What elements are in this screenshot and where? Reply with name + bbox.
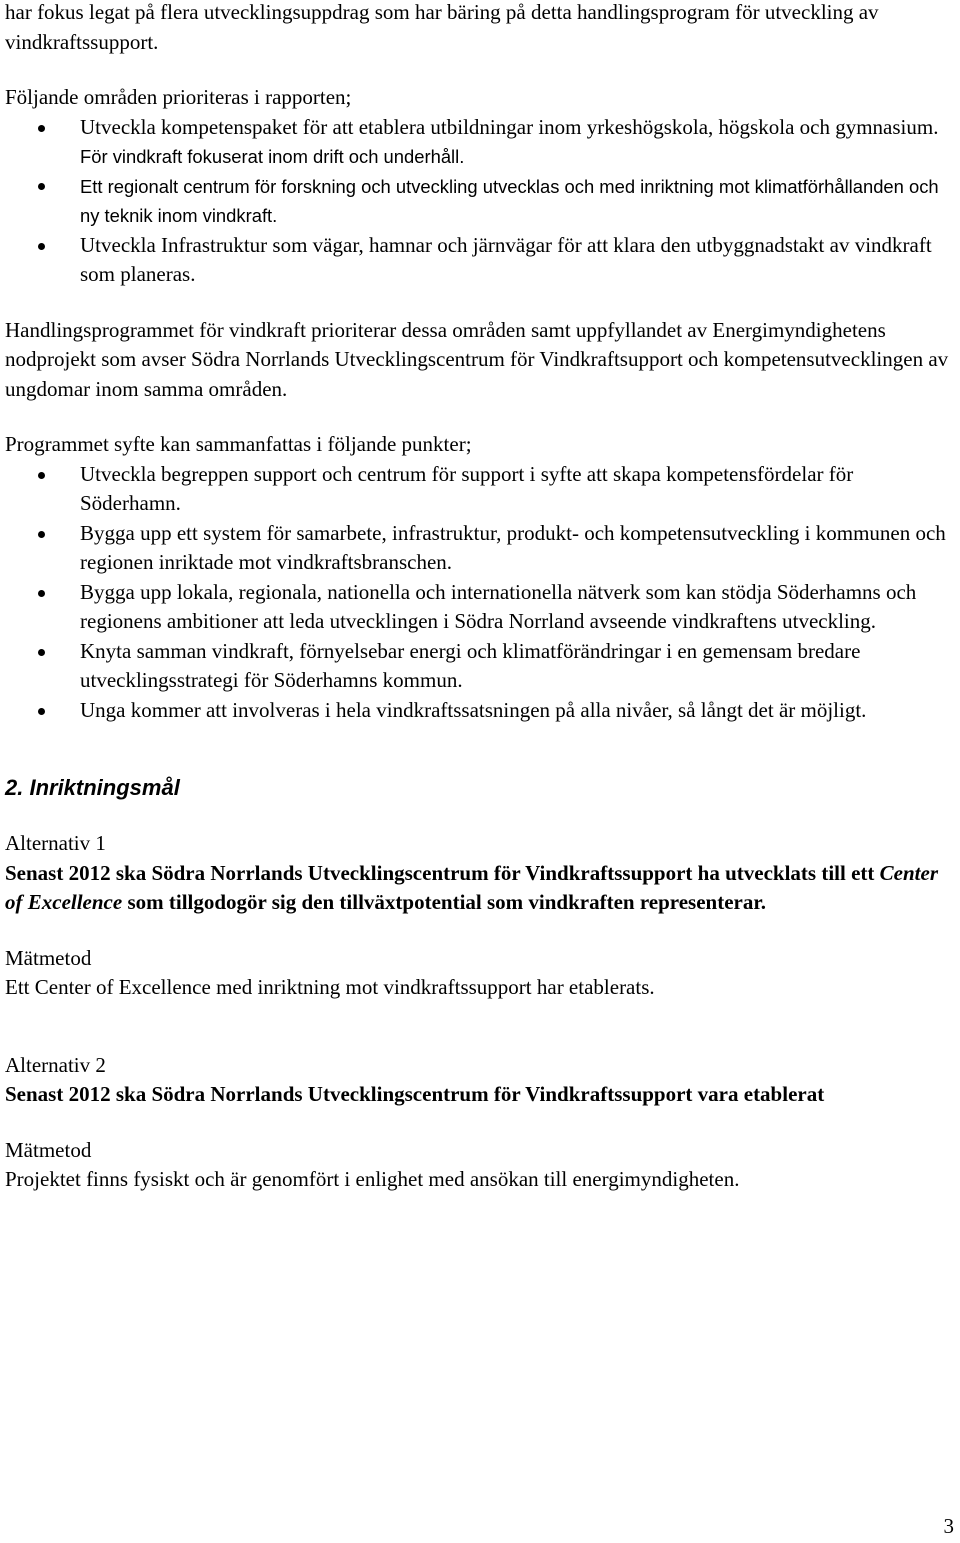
list-item — [5, 113, 955, 172]
document-page — [5, 0, 955, 1195]
alternative-1-goal — [5, 859, 955, 918]
goal-italic-text: Center of Excellence — [5, 860, 938, 914]
list-item-text: Utveckla kompetenspaket för att etablera utbildningar inom yrkeshögskola, högskola och gymnasium. — [80, 114, 939, 139]
list-item — [5, 231, 955, 290]
intro-paragraph: har fokus legat på flera utvecklingsuppdrag som har bäring på detta handlingsprogram för utveckling av vindkraftssupport. — [5, 0, 879, 54]
list-item: Knyta samman vindkraft, förnyelsebar energi och klimatförändringar i en gemensam bredare utvecklingsstrategi för Söderhamns kommun. — [5, 637, 955, 696]
purpose-list — [5, 460, 955, 726]
priorities-list — [5, 113, 955, 290]
alternative-2-goal: Senast 2012 ska Södra Norrlands Utvecklingscentrum för Vindkraftssupport vara etablerat — [5, 1082, 825, 1106]
program-paragraph: Handlingsprogrammet för vindkraft prioriterar dessa områden samt uppfyllandet av Energimyndighetens nodprojekt som avser Södra Norrlands Utvecklingscentrum för Vindkraftsupport och kompetensutvecklingen av ungdomar inom samma områden. — [5, 317, 949, 401]
list-item: Utveckla begreppen support och centrum för support i syfte att skapa kompetensfördelar för Söderhamn. — [5, 460, 955, 519]
page-number: 3 — [943, 1514, 954, 1538]
list-item-text: Utveckla Infrastruktur som vägar, hamnar och järnvägar för att klara den utbyggnadstakt av vindkraft som planeras. — [80, 232, 932, 286]
alternative-2-method-label: Mätmetod — [5, 1137, 92, 1162]
purpose-lead: Programmet syfte kan sammanfattas i följande punkter; — [5, 432, 472, 456]
alternative-1-label: Alternativ 1 — [5, 831, 106, 855]
alternative-2-method-text: Projektet finns fysiskt och är genomfört i enlighet med ansökan till energimyndigheten. — [5, 1167, 740, 1191]
section-heading: 2. Inriktningsmål — [5, 775, 180, 800]
alternative-1-method-label: Mätmetod — [5, 945, 92, 970]
list-item: Bygga upp ett system för samarbete, infrastruktur, produkt- och kompetensutveckling i kommunen och regionen inriktade mot vindkraftsbranschen. — [5, 519, 955, 578]
list-item: Unga kommer att involveras i hela vindkraftssatsningen på alla nivåer, så långt det är möjligt. — [5, 696, 955, 726]
list-item-text-sans: Ett regionalt centrum för forskning och utveckling utvecklas och med inriktning mot klimatförhållanden och ny teknik inom vindkraft. — [80, 175, 939, 226]
goal-text-continued: som tillgodogör sig den tillväxtpotential som vindkraften representerar. — [122, 890, 766, 914]
list-item — [5, 172, 955, 231]
list-item: Bygga upp lokala, regionala, nationella och internationella nätverk som kan stödja Söderhamns och regionens ambitioner att leda utvecklingen i Södra Norrland avseende vindkraftens utveckling. — [5, 578, 955, 637]
goal-text: Senast 2012 ska Södra Norrlands Utvecklingscentrum för Vindkraftssupport ha utvecklats till ett — [5, 860, 880, 885]
alternative-1-method-text: Ett Center of Excellence med inriktning mot vindkraftssupport har etablerats. — [5, 975, 655, 999]
list-item-text-sans: För vindkraft fokuserat inom drift och underhåll. — [80, 146, 465, 167]
alternative-2-label: Alternativ 2 — [5, 1052, 106, 1077]
priorities-lead: Följande områden prioriteras i rapporten; — [5, 85, 352, 109]
